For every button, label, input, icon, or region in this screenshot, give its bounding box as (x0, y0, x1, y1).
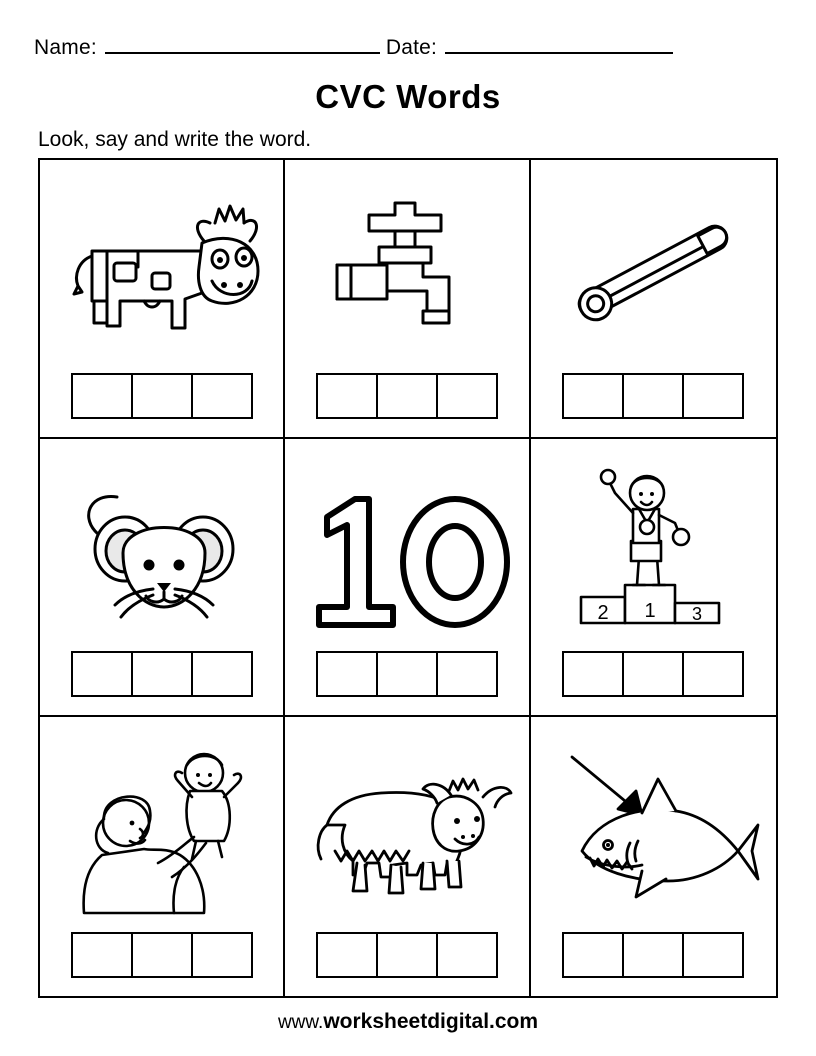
letter-box[interactable] (316, 932, 378, 978)
letter-box[interactable] (191, 651, 253, 697)
letter-box[interactable] (562, 932, 624, 978)
worksheet-cell (40, 160, 285, 439)
letter-box[interactable] (376, 932, 438, 978)
worksheet-cell (531, 160, 776, 439)
worksheet-cell (285, 160, 530, 439)
date-input-line[interactable] (445, 34, 673, 54)
letter-box[interactable] (131, 651, 193, 697)
mouse-icon (40, 439, 283, 652)
letter-box[interactable] (71, 651, 133, 697)
letter-boxes (562, 932, 744, 978)
page-title: CVC Words (315, 78, 501, 115)
number-ten-icon (285, 439, 528, 652)
letter-box[interactable] (376, 651, 438, 697)
shark-fin-arrow-icon (531, 717, 776, 932)
cow-icon (40, 160, 283, 373)
letter-box[interactable] (622, 373, 684, 419)
letter-box[interactable] (682, 373, 744, 419)
instruction-text: Look, say and write the word. (38, 128, 312, 151)
svg-text:1: 1 (644, 599, 656, 622)
mother-and-baby-icon (40, 717, 283, 932)
letter-box[interactable] (191, 932, 253, 978)
safety-pin-icon (531, 160, 776, 373)
winner-podium-boy-icon (531, 439, 776, 652)
svg-text:3: 3 (692, 603, 703, 624)
yak-icon (285, 717, 528, 932)
svg-text:2: 2 (597, 601, 609, 624)
name-input-line[interactable] (105, 34, 380, 54)
letter-box[interactable] (562, 373, 624, 419)
letter-box[interactable] (436, 932, 498, 978)
worksheet-cell (285, 439, 530, 718)
name-label: Name: (34, 36, 97, 59)
letter-box[interactable] (436, 373, 498, 419)
footer-brand: worksheetdigital.com (323, 1010, 539, 1033)
letter-box[interactable] (71, 932, 133, 978)
footer-www: www. (277, 1012, 324, 1033)
letter-box[interactable] (131, 373, 193, 419)
letter-boxes (562, 373, 744, 419)
worksheet-cell (531, 439, 776, 718)
name-date-row (34, 34, 782, 60)
letter-box[interactable] (191, 373, 253, 419)
letter-boxes (71, 932, 253, 978)
date-label: Date: (385, 36, 438, 59)
footer (0, 1010, 816, 1034)
letter-boxes (316, 373, 498, 419)
letter-box[interactable] (131, 932, 193, 978)
worksheet-cell (40, 439, 285, 718)
letter-boxes (316, 932, 498, 978)
worksheet-cell (531, 717, 776, 996)
letter-box[interactable] (316, 651, 378, 697)
letter-box[interactable] (622, 932, 684, 978)
worksheet-grid (38, 158, 778, 998)
letter-boxes (71, 651, 253, 697)
letter-box[interactable] (316, 373, 378, 419)
letter-boxes (316, 651, 498, 697)
letter-box[interactable] (436, 651, 498, 697)
tap-faucet-icon (285, 160, 528, 373)
letter-boxes (71, 373, 253, 419)
letter-box[interactable] (622, 651, 684, 697)
letter-box[interactable] (682, 932, 744, 978)
letter-box[interactable] (376, 373, 438, 419)
letter-box[interactable] (562, 651, 624, 697)
worksheet-cell (40, 717, 285, 996)
letter-boxes (562, 651, 744, 697)
letter-box[interactable] (682, 651, 744, 697)
letter-box[interactable] (71, 373, 133, 419)
worksheet-cell (285, 717, 530, 996)
